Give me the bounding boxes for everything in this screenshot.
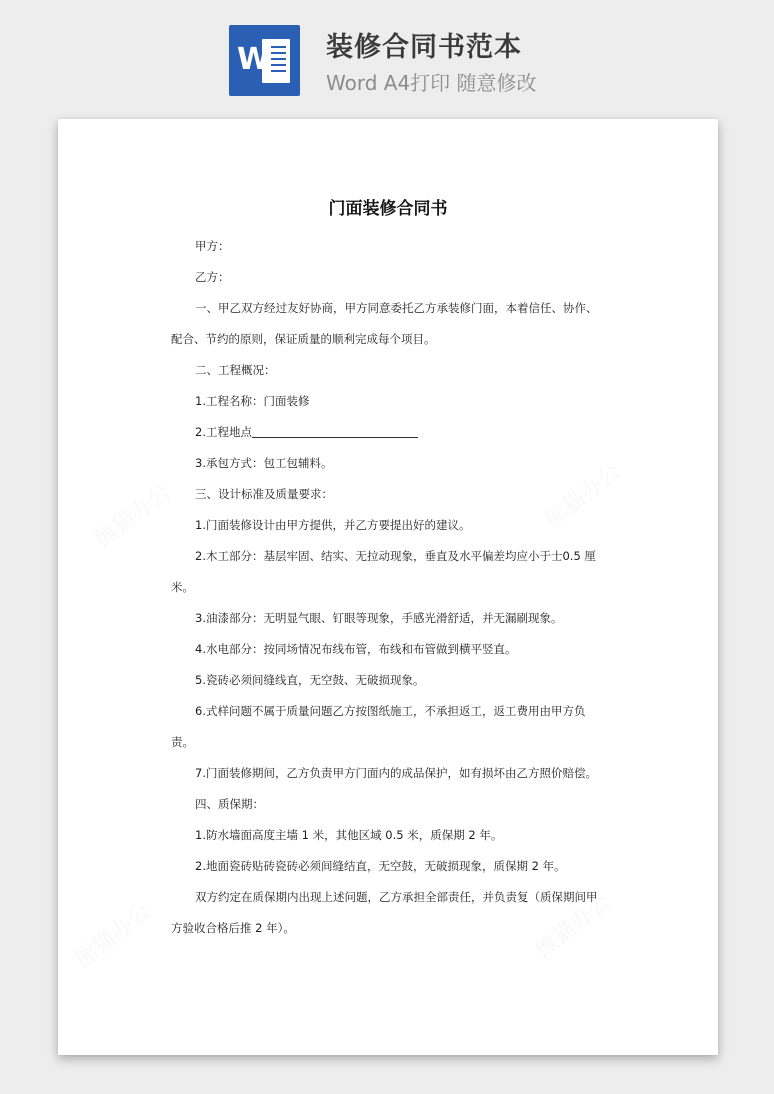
paragraph: 4.水电部分：按同场情况布线布管，布线和布管做到横平竖直。 bbox=[195, 642, 517, 656]
header bbox=[0, 0, 774, 110]
watermark bbox=[88, 475, 176, 554]
paragraph: 三、设计标准及质量要求： bbox=[195, 487, 333, 501]
paragraph-text: 2.工程地点 bbox=[195, 425, 252, 439]
paragraph: 5.瓷砖必须间缝线直，无空鼓、无破损现象。 bbox=[195, 673, 425, 687]
fill-in-blank-line bbox=[252, 423, 418, 438]
paragraph: 1.工程名称：门面装修 bbox=[195, 394, 310, 408]
document-body bbox=[171, 231, 603, 944]
paragraph: 2.地面瓷砖贴砖瓷砖必须间缝结直，无空鼓，无破损现象，质保期 2 年。 bbox=[195, 859, 566, 873]
watermark bbox=[68, 895, 156, 974]
paragraph: 一、甲乙双方经过友好协商，甲方同意委托乙方承装修门面，本着信任、协作、配合、节约的原则，保证质量的顺利完成每个项目。 bbox=[171, 301, 598, 346]
document-page bbox=[58, 119, 718, 1055]
paragraph: 3.承包方式：包工包辅料。 bbox=[195, 456, 333, 470]
document-title: 门面装修合同书 bbox=[328, 199, 448, 219]
paragraph: 3.油漆部分：无明显气眼、钉眼等现象，手感光滑舒适，并无漏刷现象。 bbox=[195, 611, 563, 625]
paragraph: 2.木工部分：基层牢固、结实、无拉动现象，垂直及水平偏差均应小于士0.5 厘米。 bbox=[171, 549, 596, 594]
word-logo-letter: W bbox=[237, 42, 271, 77]
paragraph: 1.门面装修设计由甲方提供，并乙方要提出好的建议。 bbox=[195, 518, 471, 532]
word-icon bbox=[229, 25, 300, 96]
paragraph: 四、质保期： bbox=[195, 797, 264, 811]
paragraph: 甲方： bbox=[195, 239, 230, 253]
paragraph: 7.门面装修期间，乙方负责甲方门面内的成品保护，如有损坏由乙方照价赔偿。 bbox=[195, 766, 597, 780]
paragraph: 乙方： bbox=[195, 270, 230, 284]
header-title: 装修合同书范本 bbox=[326, 32, 522, 63]
header-subtitle: Word A4打印 随意修改 bbox=[326, 71, 537, 95]
paragraph: 1.防水墙面高度主墙 1 米，其他区域 0.5 米，质保期 2 年。 bbox=[195, 828, 503, 842]
paragraph: 双方约定在质保期内出现上述问题，乙方承担全部责任，并负责复（质保期间甲方验收合格后推 2 年）。 bbox=[171, 890, 598, 935]
paragraph-with-blank bbox=[171, 417, 603, 448]
paragraph: 二、工程概况： bbox=[195, 363, 276, 377]
paragraph: 6.式样问题不属于质量问题乙方按图纸施工，不承担返工，返工费用由甲方负责。 bbox=[171, 704, 586, 749]
